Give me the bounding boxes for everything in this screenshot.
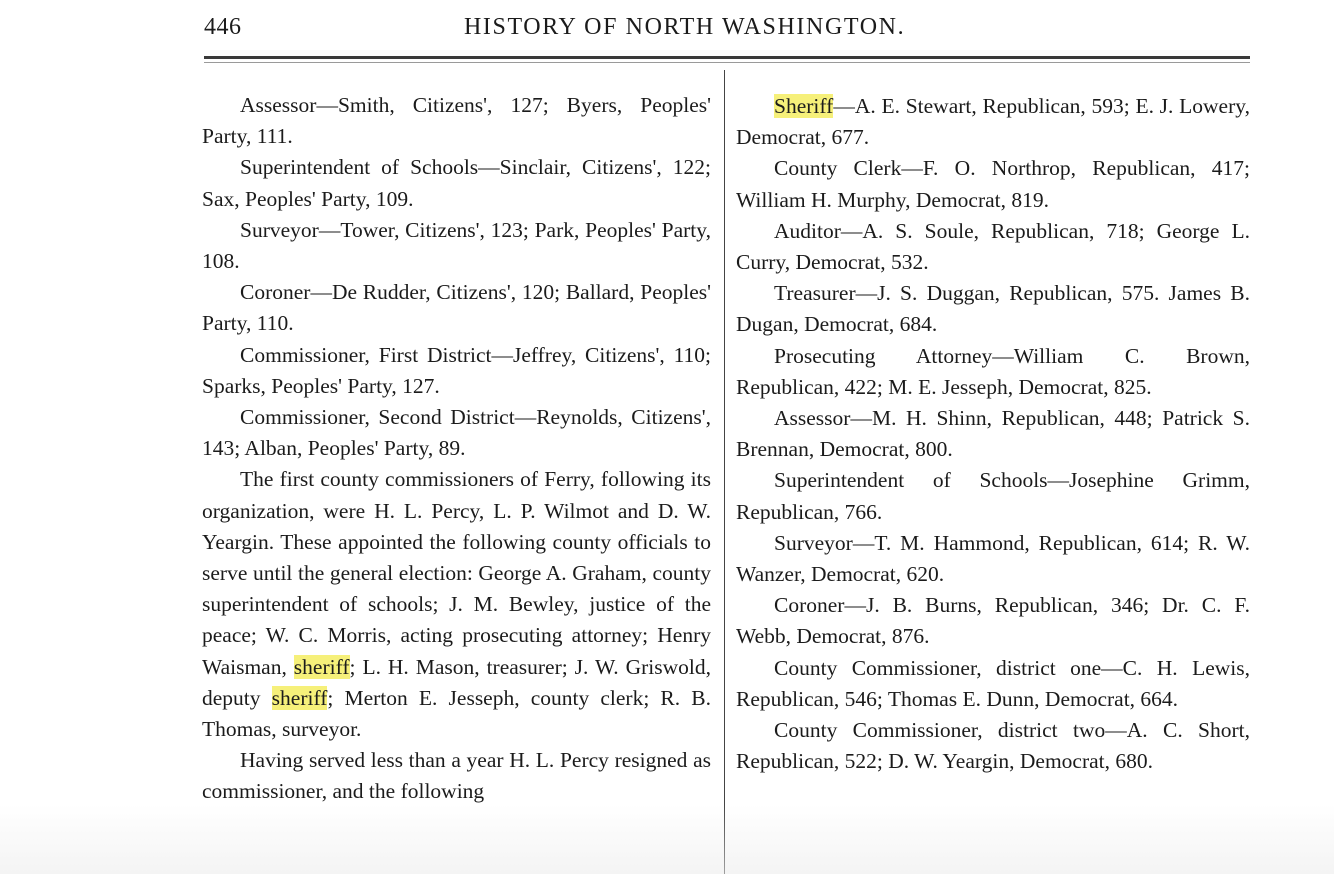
paragraph-text: ; Merton E. Jesseph, county clerk; R. B. Thomas, surveyor. <box>202 685 711 742</box>
page-number: 446 <box>204 14 242 40</box>
left-column-paragraph <box>202 152 711 214</box>
right-column-paragraph <box>736 91 1250 153</box>
paragraph-text: Treasurer—J. S. Duggan, Republican, 575. James B. Dugan, Democrat, 684. <box>736 281 1250 337</box>
highlighted-search-term: sheriff <box>271 685 328 710</box>
bottom-fade <box>0 804 1334 874</box>
paragraph-text: Auditor—A. S. Soule, Republican, 718; George L. Curry, Democrat, 532. <box>736 218 1250 275</box>
paragraph-text: County Clerk—F. O. Northrop, Republican, 417; William H. Murphy, Democrat, 819. <box>736 156 1250 212</box>
paragraph-text: ; L. H. Mason, treasurer; J. W. Griswold, deputy <box>202 654 711 710</box>
paragraph-text: County Commissioner, district one—C. H. Lewis, Republican, 546; Thomas E. Dunn, Democrat, 664. <box>736 655 1250 711</box>
paragraph-text: Having served less than a year H. L. Percy resigned as commissioner, and the following <box>202 748 711 804</box>
paragraph-text: The first county commissioners of Ferry, following its organization, were H. L. Percy, L. P. Wilmot and D. W. Yeargin. These appointed the following county officials to serve until the general election: George A. Graham, county superintendent of schools; J. M. Bewley, justice of the peace; W. C. Morris, acting prosecuting attorney; Henry Waisman, <box>202 467 711 679</box>
paragraph-text: Surveyor—T. M. Hammond, Republican, 614; R. W. Wanzer, Democrat, 620. <box>736 530 1250 587</box>
right-column-paragraph <box>736 590 1250 652</box>
column-divider <box>724 70 725 874</box>
paragraph-text: Surveyor—Tower, Citizens', 123; Park, Peoples' Party, 108. <box>202 217 711 274</box>
left-column-paragraph <box>202 402 711 464</box>
highlighted-search-term: Sheriff <box>774 94 834 118</box>
left-column-paragraph <box>202 215 711 277</box>
right-column-paragraph <box>736 341 1250 403</box>
right-column-paragraph <box>736 715 1250 777</box>
right-column-paragraph <box>736 278 1250 340</box>
paragraph-text: Commissioner, First District—Jeffrey, Citizens', 110; Sparks, Peoples' Party, 127. <box>202 342 711 398</box>
left-column-paragraph <box>202 464 711 745</box>
paragraph-text: County Commissioner, district two—A. C. Short, Republican, 522; D. W. Yeargin, Democrat, 680. <box>736 718 1250 774</box>
left-column-paragraph <box>202 745 711 807</box>
left-column <box>202 90 711 808</box>
paragraph-text: —A. E. Stewart, Republican, 593; E. J. Lowery, Democrat, 677. <box>736 94 1250 150</box>
right-column-paragraph <box>736 653 1250 715</box>
paragraph-text: Superintendent of Schools—Josephine Grimm, Republican, 766. <box>736 468 1250 524</box>
right-column-paragraph <box>736 528 1250 590</box>
paragraph-text: Assessor—M. H. Shinn, Republican, 448; Patrick S. Brennan, Democrat, 800. <box>736 406 1250 462</box>
paragraph-text: Superintendent of Schools—Sinclair, Citizens', 122; Sax, Peoples' Party, 109. <box>202 155 711 211</box>
header-rule <box>204 56 1250 59</box>
right-column-paragraph <box>736 216 1250 278</box>
header-rule-thin <box>204 62 1250 63</box>
right-column-paragraph <box>736 465 1250 527</box>
paragraph-text: Commissioner, Second District—Reynolds, Citizens', 143; Alban, Peoples' Party, 89. <box>202 405 711 461</box>
paragraph-text: Coroner—De Rudder, Citizens', 120; Ballard, Peoples' Party, 110. <box>202 280 711 336</box>
right-column <box>736 91 1250 777</box>
right-column-paragraph <box>736 153 1250 215</box>
paragraph-text: Coroner—J. B. Burns, Republican, 346; Dr. C. F. Webb, Democrat, 876. <box>736 593 1250 649</box>
left-column-paragraph <box>202 277 711 339</box>
left-column-paragraph <box>202 90 711 152</box>
highlighted-search-term: sheriff <box>293 654 350 679</box>
paragraph-text: Prosecuting Attorney—William C. Brown, Republican, 422; M. E. Jesseph, Democrat, 825. <box>736 343 1250 399</box>
running-title: HISTORY OF NORTH WASHINGTON. <box>464 14 906 40</box>
right-column-paragraph <box>736 403 1250 465</box>
paragraph-text: Assessor—Smith, Citizens', 127; Byers, Peoples' Party, 111. <box>202 93 711 149</box>
left-column-paragraph <box>202 340 711 402</box>
